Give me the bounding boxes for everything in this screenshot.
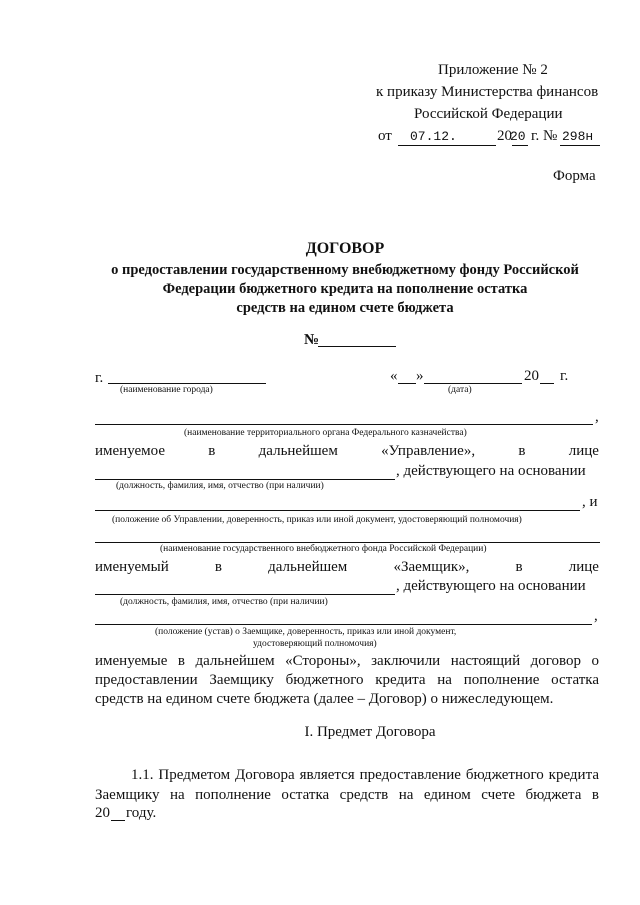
date-year-field	[540, 383, 554, 384]
named-word: «Управление»,	[381, 443, 476, 459]
year-underline	[512, 145, 528, 146]
parties-line-1: именуемые в дальнейшем «Стороны», заключили настоящий договор о	[95, 653, 599, 669]
number-underline	[560, 145, 600, 146]
clause-year-field	[111, 820, 125, 821]
clause-year-suffix: году.	[126, 805, 157, 821]
named-word: именуемый	[95, 559, 169, 575]
named-word: в	[208, 443, 216, 459]
date-year-suffix: г.	[560, 368, 569, 384]
named-word: именуемое	[95, 443, 165, 459]
treasury-caption: (наименование территориального органа Федерального казначейства)	[184, 428, 467, 438]
date-year-prefix: 20	[524, 368, 539, 384]
basis-caption-2-line2: удостоверяющий полномочия)	[253, 639, 377, 649]
basis-comma: ,	[594, 608, 598, 624]
order-reference: к приказу Министерства финансов	[376, 84, 599, 100]
date-value: 07.12.	[410, 129, 457, 144]
appendix-number: Приложение № 2	[438, 62, 548, 78]
basis-field-2	[95, 624, 592, 625]
fund-field	[95, 542, 600, 543]
federation-name: Российской Федерации	[414, 106, 563, 122]
date-quote-open: «	[390, 368, 398, 384]
date-underline	[398, 145, 496, 146]
city-prefix: г.	[95, 370, 104, 386]
form-label: Форма	[553, 168, 596, 184]
acting-basis-1: , действующего на основании	[396, 463, 586, 479]
named-word: дальнейшем	[268, 559, 348, 575]
document-subtitle-line2: Федерации бюджетного кредита на пополнение остатка	[162, 281, 528, 297]
position-field-1	[95, 479, 395, 480]
clause-line-2: Заемщику на пополнение остатка средств на едином счете бюджета в	[95, 787, 599, 803]
named-word: в	[518, 443, 526, 459]
year-prefix: 20	[497, 128, 512, 144]
clause-line-1: 1.1. Предметом Договора является предоставление бюджетного кредита	[131, 767, 599, 783]
fund-caption: (наименование государственного внебюджетного фонда Российской Федерации)	[160, 544, 487, 554]
and-conjunction: , и	[582, 494, 598, 510]
position-caption-2: (должность, фамилия, имя, отчество (при наличии)	[120, 597, 328, 607]
acting-basis-2: , действующего на основании	[396, 578, 586, 594]
named-word: дальнейшем	[258, 443, 338, 459]
day-field	[398, 383, 416, 384]
contract-number-field	[318, 346, 396, 347]
section-heading: I. Предмет Договора	[304, 724, 436, 740]
named-row-1	[95, 443, 599, 460]
clause-year-prefix: 20	[95, 805, 110, 821]
basis-field-1	[95, 510, 580, 511]
parties-line-2: предоставлении Заемщику бюджетного кредита на пополнение остатка	[95, 672, 599, 688]
named-word: в	[214, 559, 222, 575]
date-quote-close: »	[416, 368, 424, 384]
order-number-label: г. №	[531, 128, 558, 144]
order-number-value: 298н	[562, 129, 594, 144]
position-caption-1: (должность, фамилия, имя, отчество (при наличии)	[116, 481, 324, 491]
named-word: лице	[568, 559, 599, 575]
named-word: «Заемщик»,	[393, 559, 470, 575]
document-subtitle-line3: средств на едином счете бюджета	[236, 300, 454, 316]
position-field-2	[95, 594, 395, 595]
basis-caption-1: (положение об Управлении, доверенность, приказ или иной документ, удостоверяющий полномочия)	[112, 515, 522, 525]
parties-line-3: средств на едином счете бюджета (далее – Договор) о нижеследующем.	[95, 691, 554, 707]
treasury-field	[95, 424, 593, 425]
named-row-2	[95, 559, 599, 576]
year-value: 20	[510, 129, 526, 144]
contract-number-sign: №	[304, 332, 320, 348]
document-title: ДОГОВОР	[305, 240, 385, 257]
document-subtitle-line1: о предоставлении государственному внебюджетному фонду Российской	[111, 262, 579, 278]
named-word: лице	[568, 443, 599, 459]
month-field	[424, 383, 522, 384]
city-field	[108, 383, 266, 384]
basis-caption-2-line1: (положение (устав) о Заемщике, доверенность, приказ или иной документ,	[155, 627, 457, 637]
date-caption: (дата)	[448, 385, 472, 395]
named-word: в	[515, 559, 523, 575]
date-prefix: от	[378, 128, 392, 144]
treasury-comma: ,	[595, 409, 599, 425]
city-caption: (наименование города)	[120, 385, 213, 395]
